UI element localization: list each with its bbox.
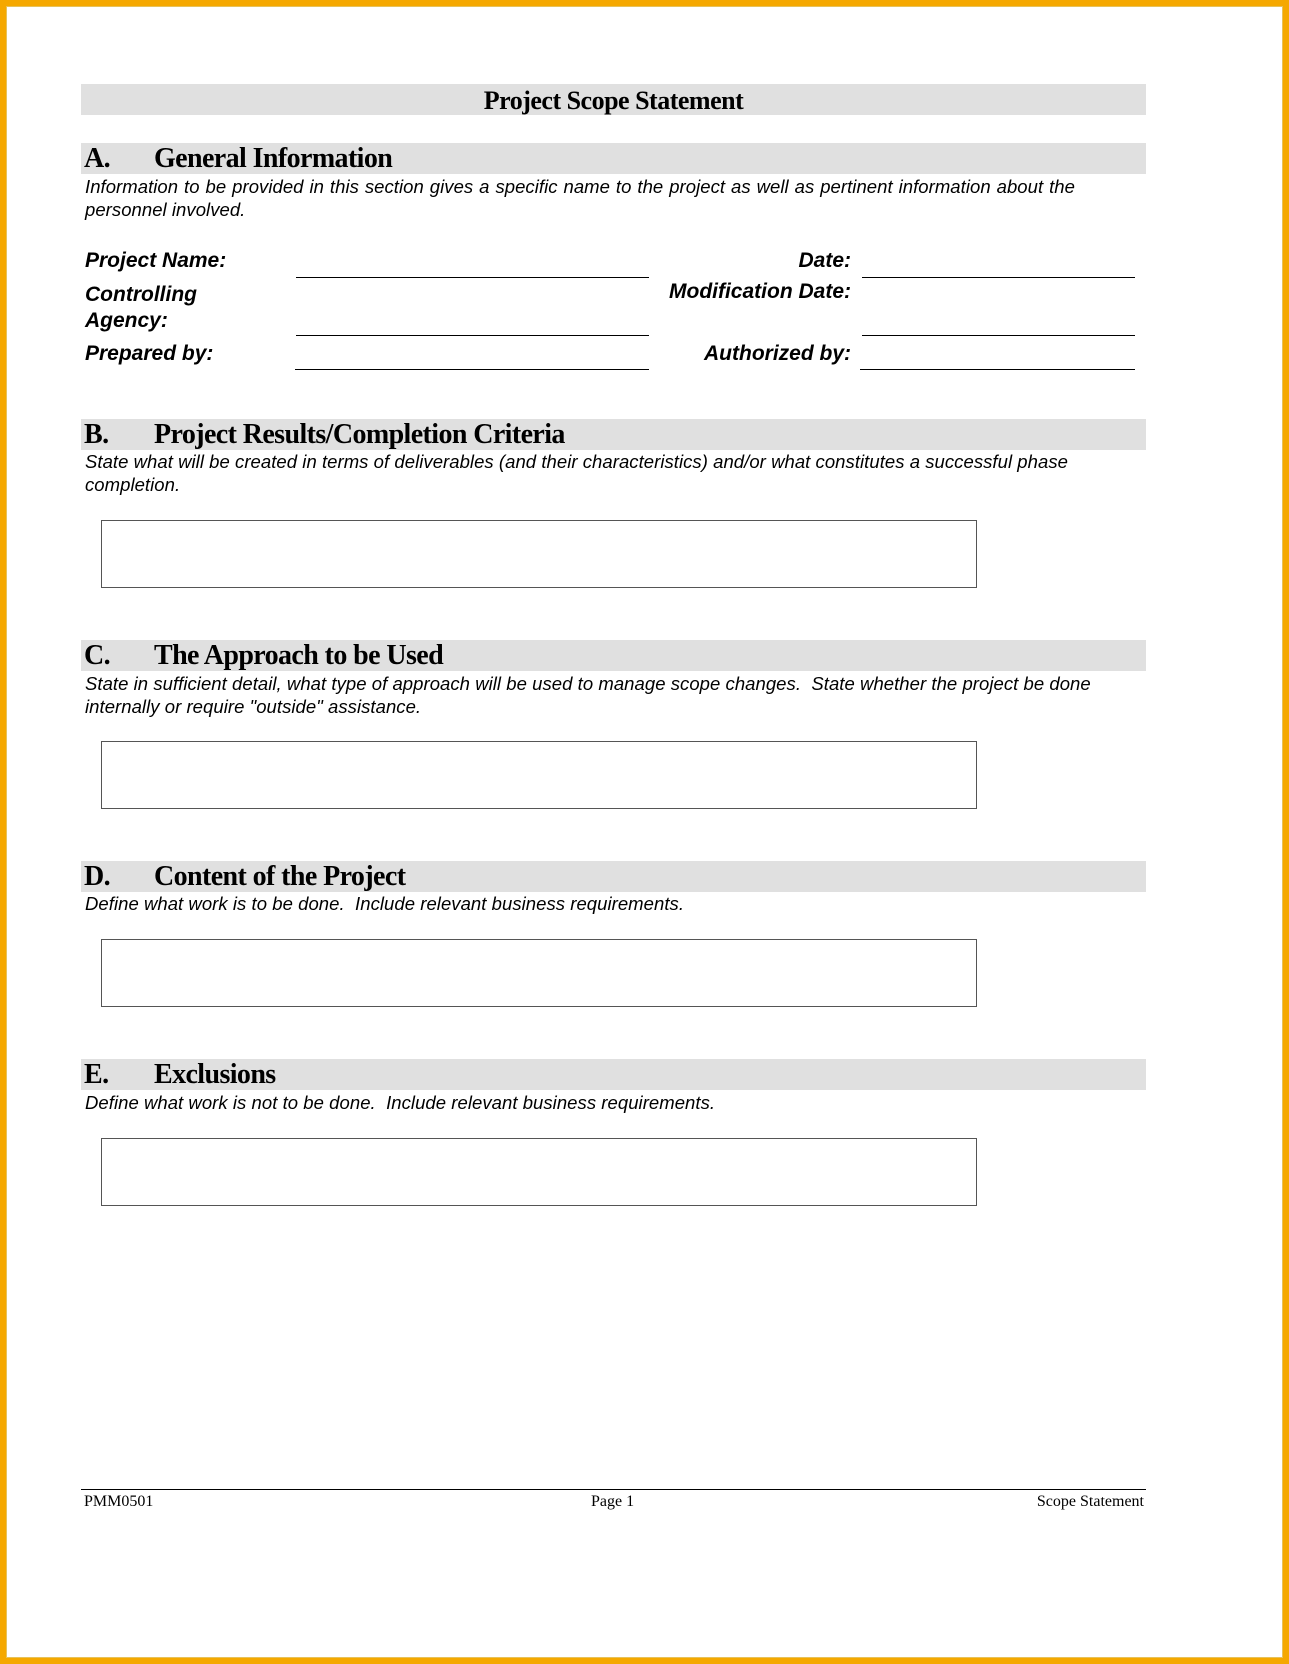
section-c-description: State in sufficient detail, what type of approach will be used to manage scope changes. State whether the project be done internally or require "outside" assistance. (85, 673, 1096, 717)
section-e-header (81, 1059, 1146, 1090)
footer-divider (81, 1489, 1146, 1490)
prepared-by-line[interactable] (295, 369, 649, 370)
section-a-description: Information to be provided in this section gives a specific name to the project as well as pertinent information about the personnel involved. (85, 176, 1075, 220)
modification-date-label: Modification Date: (669, 280, 851, 303)
document-page (6, 6, 1283, 1658)
section-e-heading: Exclusions (154, 1059, 276, 1090)
section-d-header (81, 861, 1146, 892)
controlling-agency-line[interactable] (296, 335, 649, 336)
section-d-description: Define what work is to be done. Include relevant business requirements. (85, 893, 685, 914)
prepared-by-label: Prepared by: (85, 342, 214, 365)
footer-page-number: Page 1 (591, 1493, 635, 1510)
section-a-header (81, 143, 1146, 174)
section-c-input-box[interactable] (101, 741, 977, 809)
authorized-by-line[interactable] (860, 369, 1135, 370)
section-b-heading: Project Results/Completion Criteria (154, 419, 565, 450)
section-b-header (81, 419, 1146, 450)
section-c-heading: The Approach to be Used (154, 640, 444, 671)
section-e-letter: E. (84, 1059, 109, 1090)
section-b-letter: B. (84, 419, 109, 450)
section-d-input-box[interactable] (101, 939, 977, 1007)
project-name-label: Project Name: (85, 249, 227, 272)
section-e-input-box[interactable] (101, 1138, 977, 1206)
section-c-letter: C. (84, 640, 111, 671)
footer-doc-code: PMM0501 (84, 1493, 154, 1510)
modification-date-line[interactable] (862, 335, 1135, 336)
footer-doc-name: Scope Statement (1036, 1493, 1144, 1510)
section-a-heading: General Information (154, 143, 393, 174)
section-b-input-box[interactable] (101, 520, 977, 588)
date-line[interactable] (862, 277, 1135, 278)
controlling-agency-label: Controlling Agency: (85, 283, 197, 332)
section-d-letter: D. (84, 861, 111, 892)
section-d-heading: Content of the Project (154, 861, 406, 892)
section-c-header (81, 640, 1146, 671)
section-e-description: Define what work is not to be done. Include relevant business requirements. (85, 1092, 716, 1113)
authorized-by-label: Authorized by: (704, 342, 851, 365)
date-label: Date: (798, 249, 851, 272)
section-a-letter: A. (84, 143, 111, 174)
project-name-line[interactable] (296, 277, 649, 278)
section-b-description: State what will be created in terms of deliverables (and their characteristics) and/or what constitutes a successful phase completion. (85, 451, 1068, 495)
document-title: Project Scope Statement (81, 84, 1146, 115)
